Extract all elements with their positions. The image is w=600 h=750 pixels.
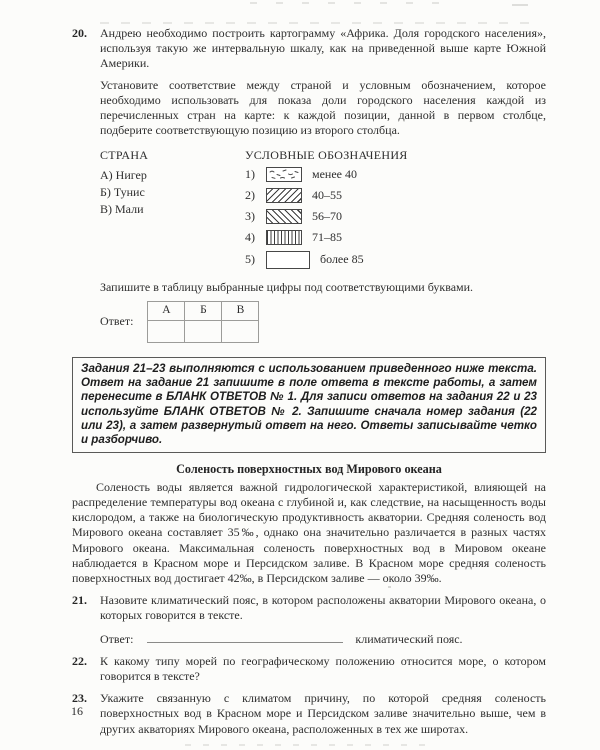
country-item: А) Нигер <box>100 167 147 182</box>
question-23-text: Укажите связанную с климатом причину, по которой средняя соленость поверхностных вод в Красном море и Персидском заливе значительно выше, чем в других акваториях Мирового океана, расположенных в тех же широтах. <box>100 691 546 736</box>
legend-item-number: 1) <box>245 166 255 181</box>
matching-columns <box>100 148 546 274</box>
vertical-lines-swatch-icon <box>266 230 302 245</box>
country-column-header: СТРАНА <box>100 148 149 163</box>
answer-table-value-row <box>148 320 259 342</box>
question-20-paragraph-2: Установите соответствие между страной и условным обозначением, которое необходимо использовать для показа доли городского населения каждой из перечисленных стран на карте: к каждой позиции, данной в первом столбце, подберите соответствующую позицию из второго столбца. <box>100 77 546 138</box>
answer-table-value-cell <box>185 320 222 342</box>
scan-artifact <box>250 2 450 4</box>
answer-table-header-row <box>148 301 259 320</box>
speckle-pattern-swatch-icon <box>266 167 302 182</box>
legend-item-label: 71–85 <box>312 229 342 244</box>
question-21 <box>72 593 546 647</box>
answer-table-value-cell <box>148 320 185 342</box>
scan-artifact <box>512 4 528 6</box>
legend-item <box>245 167 546 182</box>
reading-text-title: Соленость поверхностных вод Мирового океана <box>176 461 442 476</box>
q21-answer-label: Ответ: <box>100 631 134 646</box>
question-23-number: 23. <box>72 691 87 706</box>
question-21-body <box>100 593 546 647</box>
legend-item <box>245 209 546 224</box>
q20-answer-label: Ответ: <box>100 314 134 329</box>
question-20-body <box>100 26 546 343</box>
legend-item-number: 5) <box>245 252 255 267</box>
legend-item <box>245 230 546 245</box>
diagonal-back-hatch-swatch-icon <box>266 209 302 224</box>
blank-white-swatch-icon <box>266 251 310 269</box>
q21-answer-suffix: климатический пояс. <box>355 631 463 646</box>
q21-answer-blank <box>147 630 343 643</box>
diagonal-forward-hatch-swatch-icon <box>266 188 302 203</box>
question-22-body <box>100 654 546 684</box>
question-21-number: 21. <box>72 593 87 608</box>
legend-item-number: 3) <box>245 208 255 223</box>
question-22-text: К какому типу морей по географическому положению относится море, о котором говорится в тексте? <box>100 653 546 684</box>
write-in-table-note: Запишите в таблицу выбранные цифры под соответствующими буквами. <box>100 279 474 294</box>
legend-item-label: менее 40 <box>312 166 357 181</box>
reading-text-body: Соленость воды является важной гидрологической характеристикой, влияющей на распределение температуры вод океана с глубиной и, как следствие, на насыщенность воды кислородом, а также на биологическую продуктивность акватории. Средняя соленость вод Мирового океана составляет 35‰, однако она значительно различается в разных частях Мирового океана. Максимальная соленость поверхностных вод в Мировом океане наблюдается в Красном море и Персидском заливе. В Красном море средняя соленость поверхностных вод достигает 42‰, в Персидском заливе — около 39‰. <box>72 479 546 586</box>
question-23-body <box>100 691 546 737</box>
legend-item-number: 2) <box>245 187 255 202</box>
page-number: 16 <box>71 704 83 718</box>
legend-item-number: 4) <box>245 229 255 244</box>
country-column <box>100 148 245 274</box>
question-20-paragraph-1: Андрею необходимо построить картограмму «Африка. Доля городского населения», используя такую же интервальную шкалу, как на приведенной выше карте Южной Америки. <box>100 26 546 71</box>
legend-item <box>245 188 546 203</box>
tasks-21-23-instruction-box: Задания 21–23 выполняются с использованием приведенного ниже текста. Ответ на задание 21 запишите в поле ответа в тексте работы, а затем перенесите в БЛАНК ОТВЕТОВ № 1. Для записи ответов на задания 22 и 23 используйте БЛАНК ОТВЕТОВ № 2. Запишите сначала номер задания (22 или 23), а затем развернутый ответ на него. Ответы записывайте четко и разборчиво. <box>72 357 546 453</box>
q21-answer-line <box>100 630 546 647</box>
legend-item <box>245 251 546 269</box>
legend-column-header: УСЛОВНЫЕ ОБОЗНАЧЕНИЯ <box>245 148 408 163</box>
answer-table-header-cell: А <box>148 301 185 320</box>
answer-table-header-cell: Б <box>185 301 222 320</box>
legend-item-label: более 85 <box>320 252 364 267</box>
scan-artifact <box>185 744 425 746</box>
q20-answer-area <box>100 301 546 343</box>
question-22-number: 22. <box>72 653 87 668</box>
q20-answer-table <box>147 301 259 343</box>
question-21-text: Назовите климатический пояс, в котором расположены акватории Мирового океана, о которых говорится в тексте. <box>100 593 546 623</box>
scan-artifact <box>100 22 540 24</box>
answer-table-header-cell: В <box>222 301 259 320</box>
legend-item-label: 40–55 <box>312 187 342 202</box>
answer-table-value-cell <box>222 320 259 342</box>
question-20 <box>72 26 546 343</box>
country-item: Б) Тунис <box>100 184 145 199</box>
legend-column <box>245 148 546 274</box>
question-23 <box>72 691 546 737</box>
question-20-number: 20. <box>72 26 87 40</box>
scan-artifact <box>388 586 391 588</box>
legend-item-label: 56–70 <box>312 208 342 223</box>
question-22 <box>72 654 546 684</box>
country-item: В) Мали <box>100 201 144 216</box>
